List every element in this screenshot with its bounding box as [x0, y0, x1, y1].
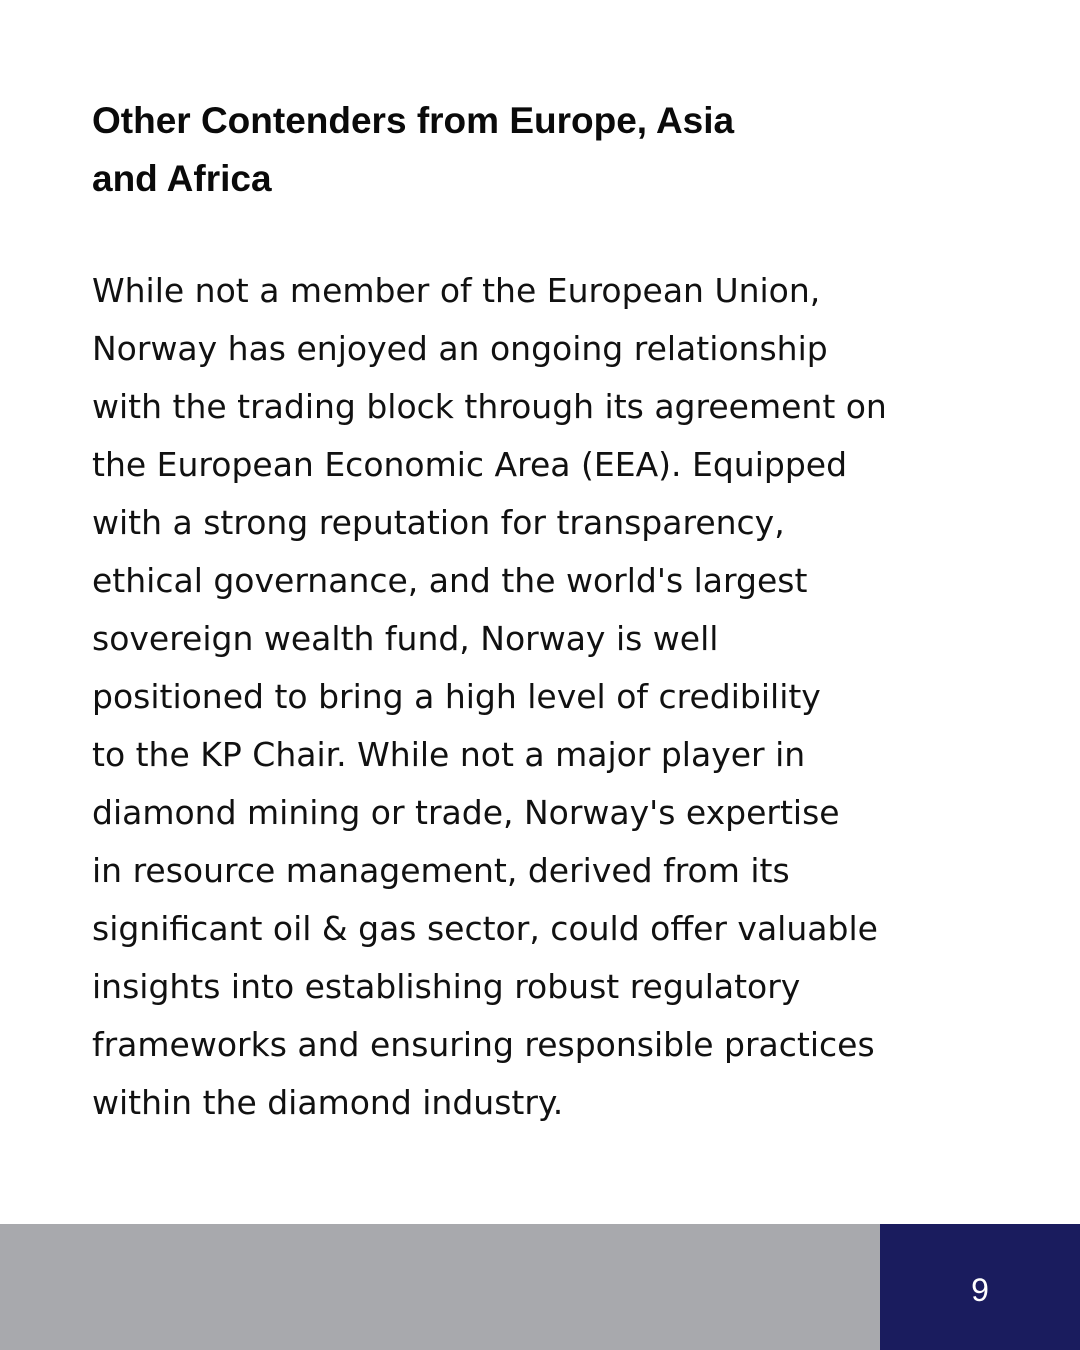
body-line: positioned to bring a high level of credibility — [92, 677, 821, 716]
body-line: with the trading block through its agreement on — [92, 387, 887, 426]
section-heading — [92, 92, 852, 208]
page-number: 9 — [971, 1271, 989, 1308]
body-line: ethical governance, and the world's largest — [92, 561, 808, 600]
heading-line: Other Contenders from Europe, Asia — [92, 100, 735, 141]
body-line: the European Economic Area (EEA). Equipped — [92, 445, 848, 484]
body-line: diamond mining or trade, Norway's expertise — [92, 793, 840, 832]
body-line: frameworks and ensuring responsible practices — [92, 1025, 875, 1064]
page-number-box — [880, 1224, 1080, 1350]
body-line: to the KP Chair. While not a major player in — [92, 735, 806, 774]
body-line: sovereign wealth fund, Norway is well — [92, 619, 719, 658]
body-line: within the diamond industry. — [92, 1083, 564, 1122]
body-line: insights into establishing robust regulatory — [92, 967, 801, 1006]
body-line: While not a member of the European Union, — [92, 271, 821, 310]
body-line: with a strong reputation for transparency, — [92, 503, 785, 542]
body-line: Norway has enjoyed an ongoing relationship — [92, 329, 828, 368]
body-paragraph — [92, 262, 1012, 1132]
footer-bar — [0, 1224, 880, 1350]
body-line: in resource management, derived from its — [92, 851, 790, 890]
body-line: significant oil & gas sector, could offer valuable — [92, 909, 878, 948]
heading-line: and Africa — [92, 158, 272, 199]
